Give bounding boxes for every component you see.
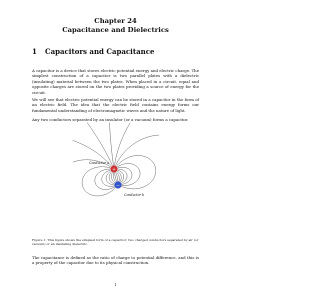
field-line: [109, 123, 113, 166]
field-line: [118, 169, 127, 184]
section-heading: [32, 48, 154, 56]
paragraph-capacitor-definition: A capacitor is a device that stores electric potential energy and electric charge. The simplest construction of a capacitor is two parallel plates with a dielectric (insulating) material between the two plates. When placed in a circuit, equal and opposite charges are stored on the two plates providing a source of energy for the circuit.: [32, 68, 199, 95]
paragraph-field-energy: We will see that electric potential energy can be stored in a capacitor in the form of an electric field. The idea that the electric field contains energy forms our fundamental understanding of electromagnetic waves and the nature of light.: [32, 97, 199, 113]
field-line: [87, 123, 112, 166]
conductor-a-label: Conductor a: [89, 161, 109, 165]
field-line: [106, 171, 114, 185]
field-lines-diagram: [72, 122, 160, 230]
figure-caption: Figure 1: This figure shows the simplest form of a capacitor: two charged conductors separated by air (or vacuum) or an insulating dielectric.: [32, 238, 199, 247]
section-number: 1: [32, 47, 37, 56]
conductor-b-label: Conductor b: [124, 193, 145, 197]
field-line: [116, 172, 118, 181]
conductor-a-sign: +: [112, 167, 116, 173]
paragraph-two-conductors: Any two conductors separated by an insulator (or a vacuum) forms a capacitor.: [32, 117, 189, 122]
conductor-b-sign: −: [116, 183, 120, 189]
section-title: Capacitors and Capacitance: [45, 47, 155, 56]
chapter-title: Chapter 24: [94, 17, 137, 25]
capacitor-figure: [72, 122, 160, 230]
field-line: [116, 155, 155, 188]
paragraph-capacitance-definition: The capacitance is defined as the ratio of charge to potential difference, and this is a property of the capacitor due to its physical construction.: [32, 255, 199, 266]
chapter-subtitle: Capacitance and Dielectrics: [62, 26, 169, 34]
field-line: [115, 123, 131, 165]
page-number: 1: [114, 283, 117, 287]
